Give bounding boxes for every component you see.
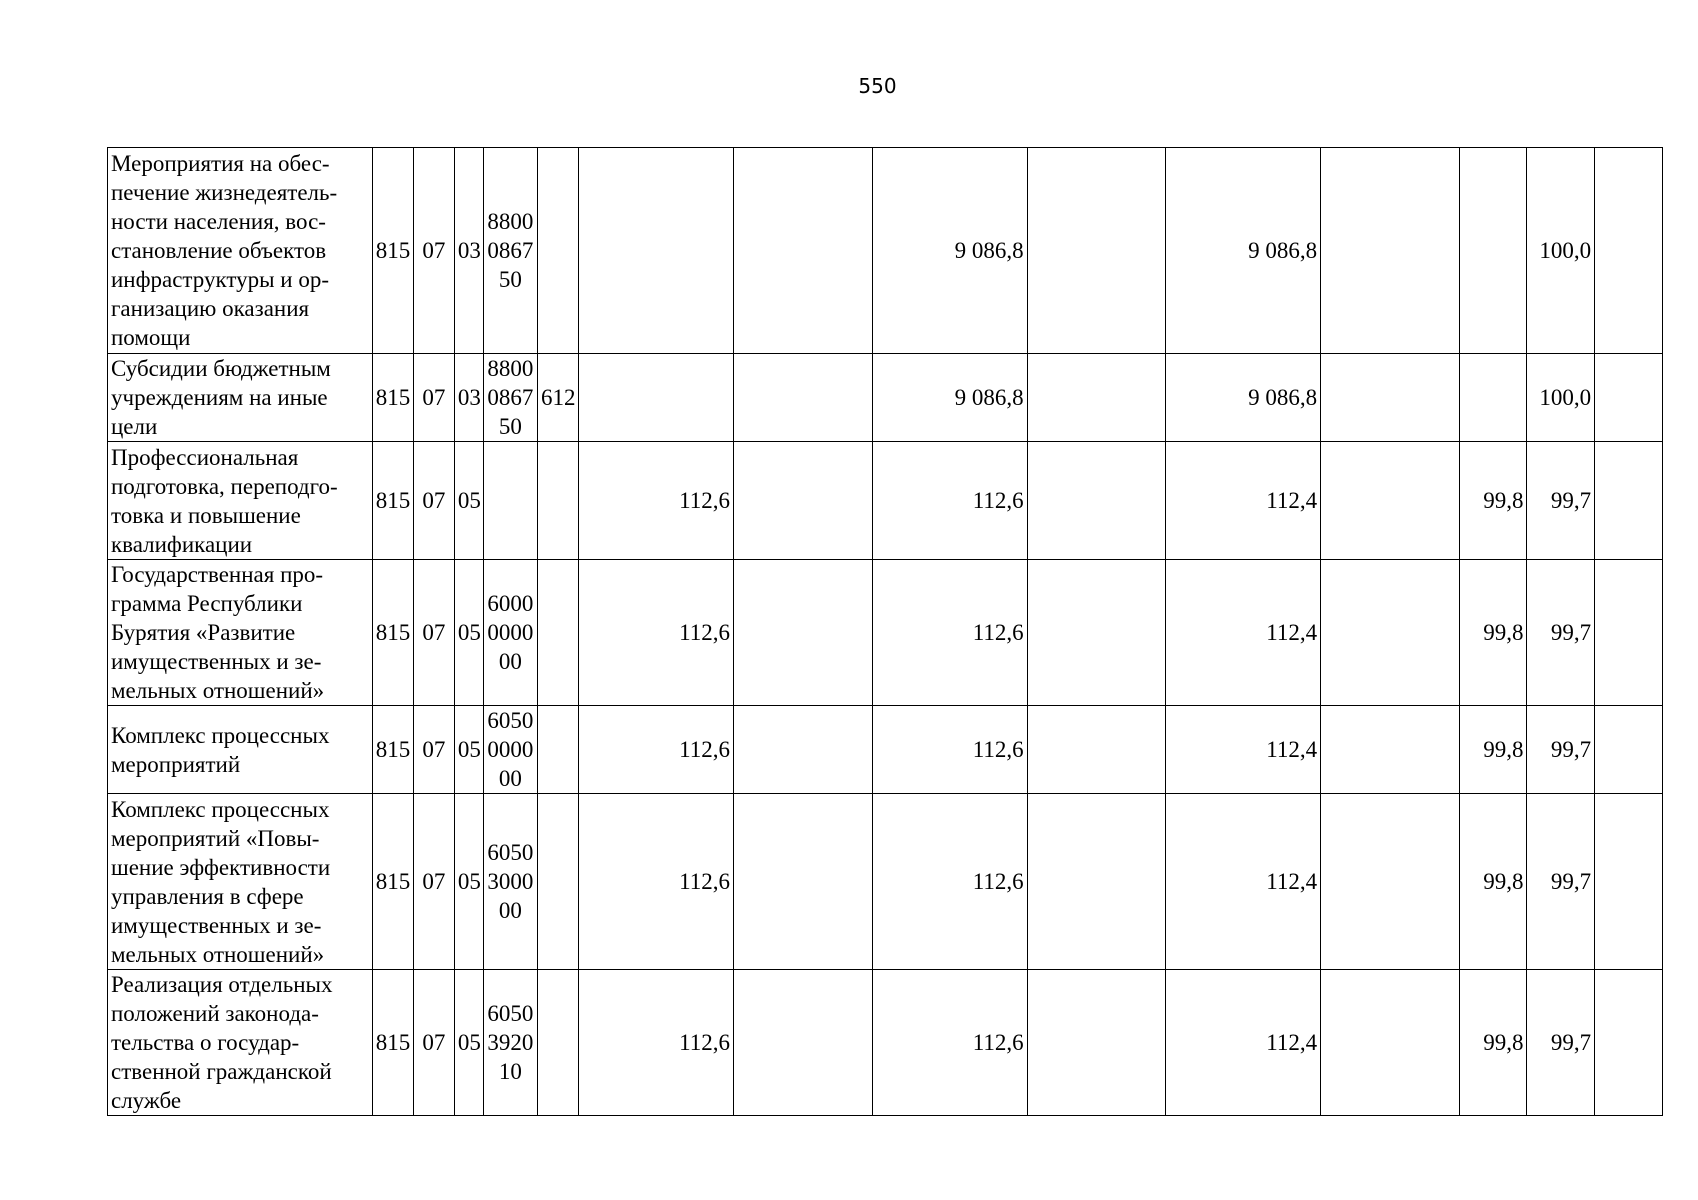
percent-of-refined-cell: 99,7 <box>1527 442 1595 560</box>
value-cell <box>1595 794 1663 970</box>
approved-plan-cell: 112,6 <box>579 794 734 970</box>
percent-of-refined-cell: 99,7 <box>1527 560 1595 706</box>
percent-of-refined-cell: 100,0 <box>1527 148 1595 354</box>
grbs-code-cell: 815 <box>372 794 413 970</box>
value-cell <box>734 148 873 354</box>
executed-cell: 9 086,8 <box>1166 354 1321 442</box>
refined-plan-cell: 9 086,8 <box>872 148 1027 354</box>
value-cell <box>734 706 873 794</box>
target-article-code-cell: 6050 3920 10 <box>483 970 537 1116</box>
refined-plan-cell: 112,6 <box>872 560 1027 706</box>
percent-of-plan-cell: 99,8 <box>1459 970 1527 1116</box>
value-cell <box>1595 354 1663 442</box>
page-number: 550 <box>858 74 897 98</box>
subsection-code-cell: 05 <box>454 442 483 560</box>
percent-of-plan-cell: 99,8 <box>1459 560 1527 706</box>
value-cell <box>1027 560 1166 706</box>
table-row <box>108 442 1663 560</box>
refined-plan-cell: 112,6 <box>872 706 1027 794</box>
percent-of-refined-cell: 100,0 <box>1527 354 1595 442</box>
row-name-cell: Комплекс процессных мероприятий <box>108 706 373 794</box>
value-cell <box>1027 706 1166 794</box>
percent-of-plan-cell: 99,8 <box>1459 442 1527 560</box>
executed-cell: 112,4 <box>1166 706 1321 794</box>
value-cell <box>1321 970 1460 1116</box>
row-name-cell: Профессиональная подготовка, переподго- товка и повышение квалификации <box>108 442 373 560</box>
grbs-code-cell: 815 <box>372 706 413 794</box>
percent-of-plan-cell <box>1459 148 1527 354</box>
value-cell <box>1027 970 1166 1116</box>
approved-plan-cell <box>579 354 734 442</box>
section-code-cell: 07 <box>413 354 454 442</box>
section-code-cell: 07 <box>413 794 454 970</box>
subsection-code-cell: 05 <box>454 970 483 1116</box>
value-cell <box>1595 148 1663 354</box>
target-article-code-cell: 8800 0867 50 <box>483 148 537 354</box>
target-article-code-cell <box>483 442 537 560</box>
row-name-cell: Государственная про- грамма Республики Бурятия «Развитие имущественных и зе- мельных отношений» <box>108 560 373 706</box>
value-cell <box>1321 706 1460 794</box>
value-cell <box>1321 560 1460 706</box>
row-name-cell: Мероприятия на обес- печение жизнедеятель- ности населения, вос- становление объектов инфраструктуры и ор- ганизацию оказания помощи <box>108 148 373 354</box>
percent-of-refined-cell: 99,7 <box>1527 970 1595 1116</box>
target-article-code-cell: 6000 0000 00 <box>483 560 537 706</box>
value-cell <box>734 794 873 970</box>
grbs-code-cell: 815 <box>372 442 413 560</box>
approved-plan-cell: 112,6 <box>579 442 734 560</box>
value-cell <box>734 442 873 560</box>
table-row <box>108 706 1663 794</box>
section-code-cell: 07 <box>413 148 454 354</box>
section-code-cell: 07 <box>413 970 454 1116</box>
table-row <box>108 354 1663 442</box>
expense-type-code-cell <box>538 794 579 970</box>
expense-type-code-cell <box>538 560 579 706</box>
executed-cell: 9 086,8 <box>1166 148 1321 354</box>
percent-of-plan-cell: 99,8 <box>1459 794 1527 970</box>
approved-plan-cell: 112,6 <box>579 970 734 1116</box>
subsection-code-cell: 05 <box>454 794 483 970</box>
expense-type-code-cell <box>538 970 579 1116</box>
executed-cell: 112,4 <box>1166 560 1321 706</box>
value-cell <box>734 354 873 442</box>
row-name-cell: Субсидии бюджетным учреждениям на иные цели <box>108 354 373 442</box>
refined-plan-cell: 112,6 <box>872 442 1027 560</box>
grbs-code-cell: 815 <box>372 148 413 354</box>
target-article-code-cell: 8800 0867 50 <box>483 354 537 442</box>
expense-type-code-cell <box>538 442 579 560</box>
grbs-code-cell: 815 <box>372 560 413 706</box>
approved-plan-cell <box>579 148 734 354</box>
section-code-cell: 07 <box>413 560 454 706</box>
value-cell <box>1027 794 1166 970</box>
approved-plan-cell: 112,6 <box>579 560 734 706</box>
expense-type-code-cell: 612 <box>538 354 579 442</box>
executed-cell: 112,4 <box>1166 442 1321 560</box>
subsection-code-cell: 05 <box>454 706 483 794</box>
refined-plan-cell: 112,6 <box>872 794 1027 970</box>
value-cell <box>734 970 873 1116</box>
subsection-code-cell: 03 <box>454 148 483 354</box>
value-cell <box>1027 442 1166 560</box>
grbs-code-cell: 815 <box>372 970 413 1116</box>
value-cell <box>1595 560 1663 706</box>
table-row <box>108 148 1663 354</box>
table-body <box>108 148 1663 1116</box>
section-code-cell: 07 <box>413 706 454 794</box>
refined-plan-cell: 9 086,8 <box>872 354 1027 442</box>
expense-type-code-cell <box>538 706 579 794</box>
value-cell <box>1595 970 1663 1116</box>
table-row <box>108 560 1663 706</box>
value-cell <box>1321 354 1460 442</box>
percent-of-refined-cell: 99,7 <box>1527 794 1595 970</box>
value-cell <box>1027 354 1166 442</box>
percent-of-plan-cell: 99,8 <box>1459 706 1527 794</box>
value-cell <box>1321 148 1460 354</box>
percent-of-refined-cell: 99,7 <box>1527 706 1595 794</box>
executed-cell: 112,4 <box>1166 970 1321 1116</box>
executed-cell: 112,4 <box>1166 794 1321 970</box>
target-article-code-cell: 6050 0000 00 <box>483 706 537 794</box>
target-article-code-cell: 6050 3000 00 <box>483 794 537 970</box>
value-cell <box>1595 706 1663 794</box>
refined-plan-cell: 112,6 <box>872 970 1027 1116</box>
value-cell <box>734 560 873 706</box>
grbs-code-cell: 815 <box>372 354 413 442</box>
value-cell <box>1321 794 1460 970</box>
value-cell <box>1321 442 1460 560</box>
table-row <box>108 794 1663 970</box>
budget-table <box>107 147 1663 1116</box>
row-name-cell: Комплекс процессных мероприятий «Повы- шение эффективности управления в сфере имущественных и зе- мельных отношений» <box>108 794 373 970</box>
table-row <box>108 970 1663 1116</box>
percent-of-plan-cell <box>1459 354 1527 442</box>
subsection-code-cell: 05 <box>454 560 483 706</box>
value-cell <box>1595 442 1663 560</box>
row-name-cell: Реализация отдельных положений законода- тельства о государ- ственной гражданской службе <box>108 970 373 1116</box>
value-cell <box>1027 148 1166 354</box>
subsection-code-cell: 03 <box>454 354 483 442</box>
expense-type-code-cell <box>538 148 579 354</box>
section-code-cell: 07 <box>413 442 454 560</box>
approved-plan-cell: 112,6 <box>579 706 734 794</box>
